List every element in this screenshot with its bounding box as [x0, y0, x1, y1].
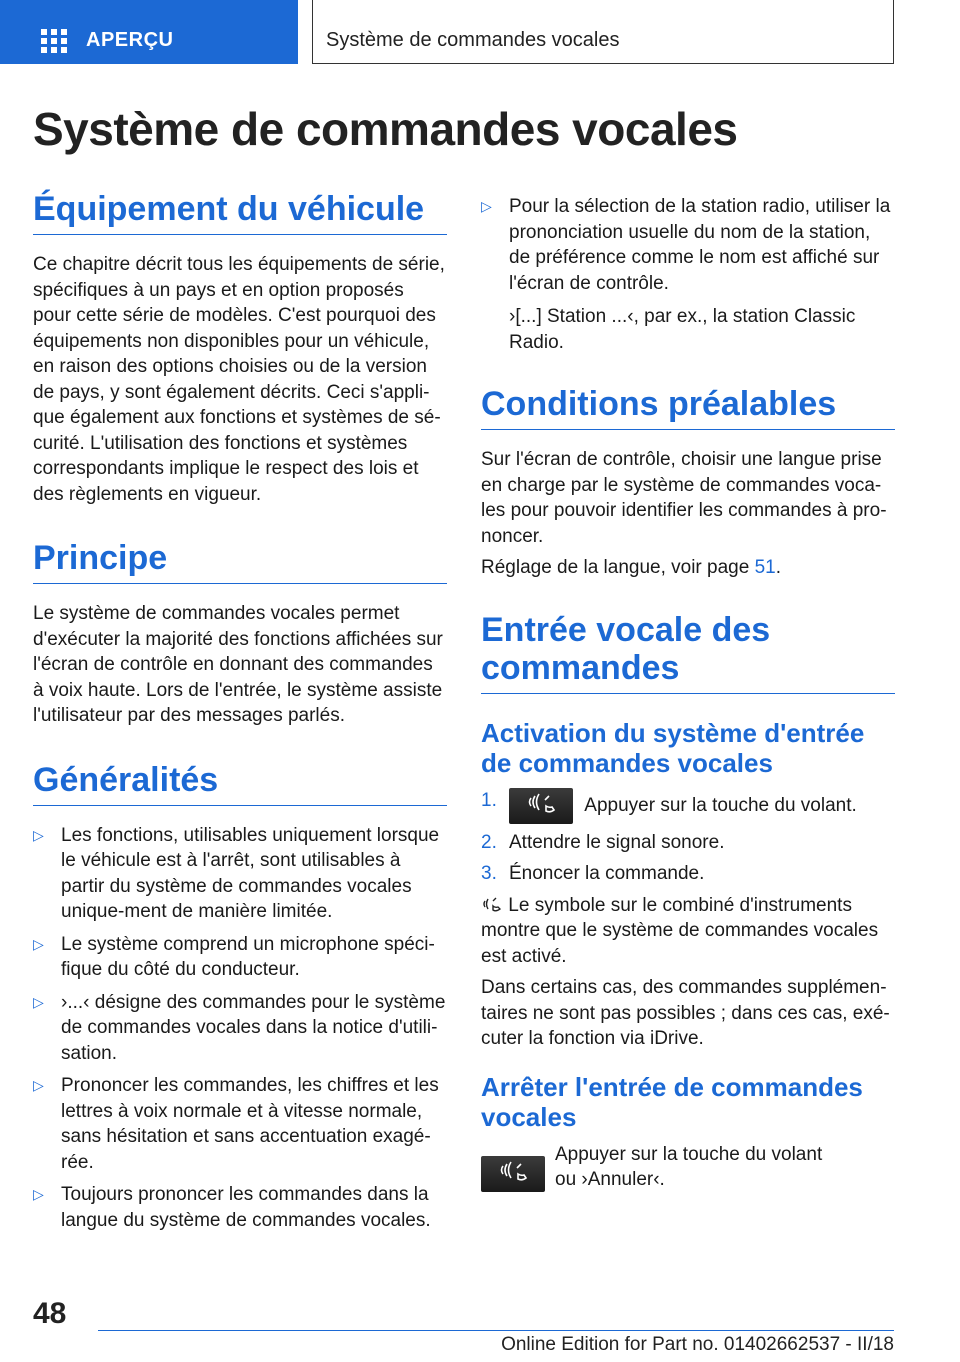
step-number: 3.: [481, 863, 497, 884]
activation-steps: [481, 788, 895, 887]
symbol-text: Le symbole sur le combiné d'instruments montre que le système de commandes vocales est activé.: [481, 894, 879, 967]
footer-divider: [98, 1330, 894, 1331]
section-heading-equipement: Équipement du véhicule: [33, 190, 447, 235]
step-number: 1.: [481, 789, 497, 811]
step-text: Appuyer sur la touche du volant.: [584, 794, 857, 816]
subheading-activation: Activation du système d'entrée de commandes vocales: [481, 717, 865, 778]
page-number: 48: [33, 1297, 67, 1330]
principe-text: Le système de commandes vocales permet d'exécuter la majorité des fonctions affichées sur l'écran de contrôle en donnant des commandes à voix haute. Lors de l'entrée, le système assiste l'utilisateur par des messages parlés.: [33, 603, 443, 726]
step-item: [481, 788, 895, 824]
section-heading-conditions: Conditions préalables: [481, 385, 895, 430]
step-text: Attendre le signal sonore.: [509, 831, 725, 853]
section-heading-principe: Principe: [33, 539, 447, 584]
language-ref-text: Réglage de la langue, voir page: [481, 557, 755, 578]
list-item: ▷ Prononcer les commandes, les chiffres et les lettres à voix normale et à vitesse normale, sans hésitation et sans accentuation exagé‐rée.: [33, 1073, 447, 1175]
page-header: [0, 0, 960, 68]
language-ref-end: .: [775, 557, 782, 578]
stop-text-line2: ou ›Annuler‹.: [555, 1169, 665, 1190]
list-item: ▷ Le système comprend un microphone spéci‐fique du côté du conducteur.: [33, 932, 447, 983]
generalites-list: [33, 823, 447, 1234]
equipement-text: Ce chapitre décrit tous les équipements de série, spécifiques à un pays et en option proposés pour cette série de modèles. C'est pourquoi des équipements non disponibles pour un véhicule, en raison des options choisies ou de la version de pays, y sont également décrits. Ceci s'appli‐que également aux fonctions et systèmes de sé‐curité. L'utilisation des fonctions et systèmes correspondants implique le respect des lois et des règlements en vigueur.: [33, 254, 445, 505]
page-title: Système de commandes vocales: [33, 103, 738, 155]
generalites-list-continued: [481, 194, 895, 355]
list-item-note: ›[...] Station ...‹, par ex., la station Classic Radio.: [509, 306, 856, 353]
chapter-tab-label: Système de commandes vocales: [326, 29, 620, 51]
list-item: ▷ Les fonctions, utilisables uniquement lorsque le véhicule est à l'arrêt, sont utilisables à partir du système de commandes vocales unique‐ment de manière limitée.: [33, 823, 447, 925]
voice-button-icon: [481, 1156, 545, 1192]
list-item: [481, 194, 895, 355]
extra-text: Dans certains cas, des commandes supplémen‐taires ne sont pas possibles ; dans ces cas, exé‐cuter la fonction via iDrive.: [481, 977, 890, 1049]
subheading-stop: Arrêter l'entrée de commandes vocales: [481, 1071, 863, 1132]
overview-tab-label: APERÇU: [86, 29, 174, 51]
list-item: ▷ Toujours prononcer les commandes dans la langue du système de commandes vocales.: [33, 1182, 447, 1233]
footer-edition: Online Edition for Part no. 01402662537 - II/18: [501, 1334, 894, 1355]
step-item: [481, 830, 895, 856]
overview-grid-icon: [41, 29, 67, 53]
language-ref: [481, 555, 895, 581]
step-text: Énoncer la commande.: [509, 863, 705, 884]
stop-instruction: [481, 1142, 895, 1194]
left-column: [33, 190, 447, 1233]
right-column: [481, 190, 895, 1194]
section-heading-entree: Entrée vocale des commandes: [481, 611, 895, 694]
chapter-tab[interactable]: [312, 0, 894, 64]
voice-button-icon: [509, 788, 573, 824]
conditions-text: Sur l'écran de contrôle, choisir une langue prise en charge par le système de commandes voca‐les pour pouvoir identifier les commandes à pro‐noncer.: [481, 449, 887, 547]
list-item: ▷ ›...‹ désigne des commandes pour le système de commandes vocales dans la notice d'utili‐sation.: [33, 990, 447, 1067]
list-item-text: Pour la sélection de la station radio, utiliser la prononciation usuelle du nom de la station, de préférence comme le nom est affiché sur l'écran de contrôle.: [509, 196, 891, 294]
voice-symbol-icon: [481, 895, 503, 915]
stop-text-line1: Appuyer sur la touche du volant: [555, 1143, 823, 1165]
section-heading-generalites: Généralités: [33, 761, 447, 806]
overview-tab[interactable]: [0, 0, 298, 64]
symbol-paragraph: [481, 893, 895, 970]
step-item: [481, 861, 895, 887]
step-number: 2.: [481, 831, 497, 853]
page-link[interactable]: 51: [754, 557, 776, 578]
